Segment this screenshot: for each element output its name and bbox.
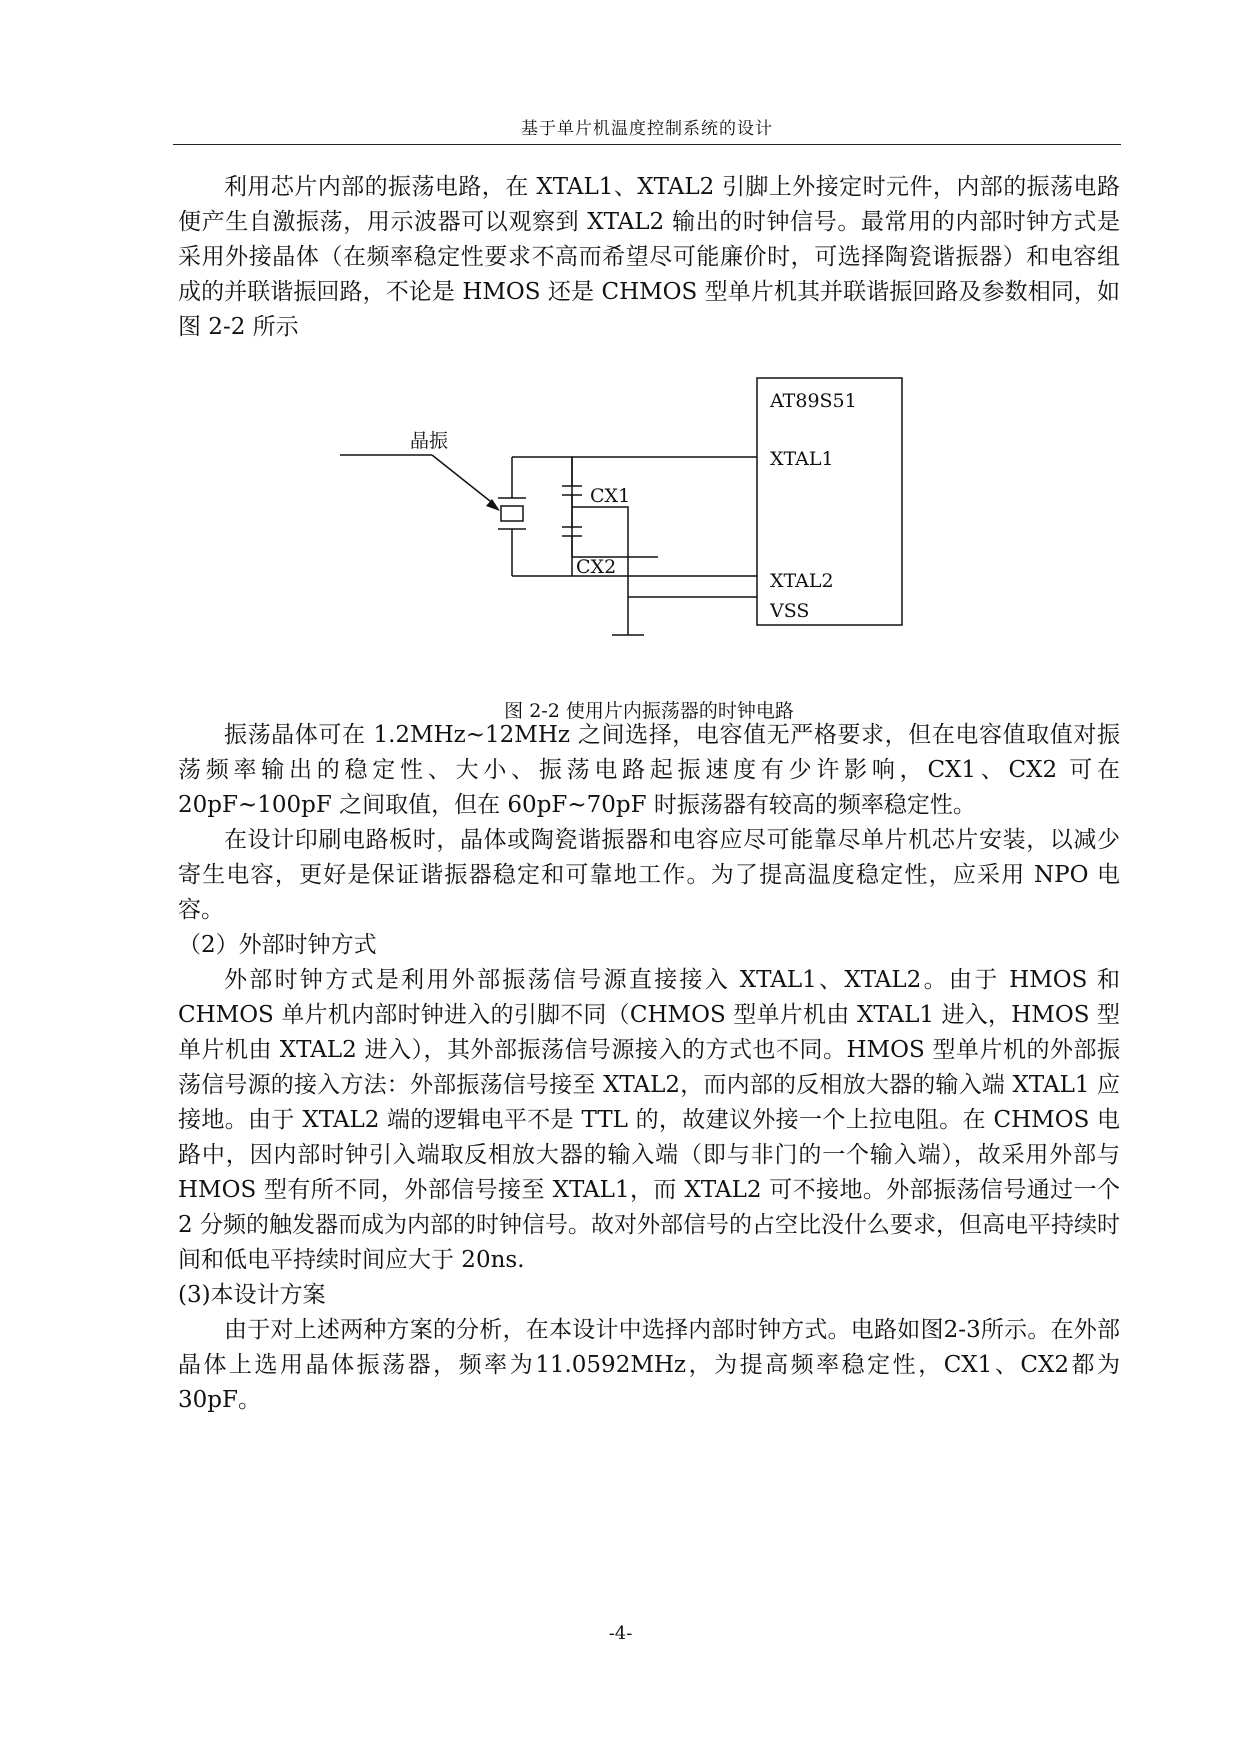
xtal1-label: XTAL1 — [770, 448, 834, 470]
text-block-top — [178, 170, 1120, 345]
circuit-diagram — [340, 375, 940, 685]
paragraph-crystal-range: 振荡晶体可在 1.2MHz~12MHz 之间选择，电容值无严格要求，但在电容值取值对振荡频率输出的稳定性、大小、振荡电路起振速度有少许影响，CX1、CX2 可在 20pF~100pF 之间取值，但在 60pF~70pF 时振荡器有较高的频率稳定性。 — [178, 722, 1120, 818]
header-rule — [173, 144, 1121, 145]
crystal-pointer-arrowhead — [486, 499, 500, 511]
figure-caption: 图 2-2 使用片内振荡器的时钟电路 — [504, 700, 794, 722]
paragraph-pcb-design: 在设计印刷电路板时，晶体或陶瓷谐振器和电容应尽可能靠尽单片机芯片安装，以减少寄生电容，更好是保证谐振器稳定和可靠地工作。为了提高温度稳定性，应采用 NPO 电容。 — [178, 827, 1120, 923]
section-heading-design: (3)本设计方案 — [178, 1282, 326, 1308]
clock-circuit-figure — [340, 375, 940, 685]
cx2-label: CX2 — [576, 556, 617, 578]
paragraph-design-plan: 由于对上述两种方案的分析，在本设计中选择内部时钟方式。电路如图2-3所示。在外部晶体上选用晶体振荡器，频率为11.0592MHz，为提高频率稳定性，CX1、CX2都为30pF。 — [178, 1317, 1120, 1413]
page-header: 基于单片机温度控制系统的设计 — [521, 119, 773, 139]
chip-label: AT89S51 — [770, 390, 857, 412]
page-number: -4- — [608, 1623, 633, 1644]
crystal-pointer — [432, 455, 495, 505]
text-block-bottom — [178, 718, 1120, 1418]
crystal-body — [501, 506, 523, 521]
vss-label: VSS — [770, 600, 810, 622]
xtal2-label: XTAL2 — [770, 570, 834, 592]
cx1-label: CX1 — [590, 485, 631, 507]
paragraph-internal-clock: 利用芯片内部的振荡电路，在 XTAL1、XTAL2 引脚上外接定时元件，内部的振荡电路便产生自激振荡，用示波器可以观察到 XTAL2 输出的时钟信号。最常用的内部时钟方式是采用外接晶体（在频率稳定性要求不高而希望尽可能廉价时，可选择陶瓷谐振器）和电容组成的并联谐振回路，不论是 HMOS 还是 CHMOS 型单片机其并联谐振回路及参数相同，如图 2-2 所示 — [178, 174, 1120, 340]
paragraph-external-clock: 外部时钟方式是利用外部振荡信号源直接接入 XTAL1、XTAL2。由于 HMOS 和 CHMOS 单片机内部时钟进入的引脚不同（CHMOS 型单片机由 XTAL1 进入，HMOS 型单片机由 XTAL2 进入），其外部振荡信号源接入的方式也不同。HMOS 型单片机的外部振荡信号源的接入方法：外部振荡信号接至 XTAL2，而内部的反相放大器的输入端 XTAL1 应接地。由于 XTAL2 端的逻辑电平不是 TTL 的，故建议外接一个上拉电阻。在 CHMOS 电路中，因内部时钟引入端取反相放大器的输入端（即与非门的一个输入端），故采用外部与 HMOS 型有所不同，外部信号接至 XTAL1，而 XTAL2 可不接地。外部振荡信号通过一个 2 分频的触发器而成为内部的时钟信号。故对外部信号的占空比没什么要求，但高电平持续时间和低电平持续时间应大于 20ns. — [178, 967, 1120, 1273]
section-heading-external-clock: （2）外部时钟方式 — [178, 932, 377, 958]
crystal-label: 晶振 — [410, 430, 449, 452]
